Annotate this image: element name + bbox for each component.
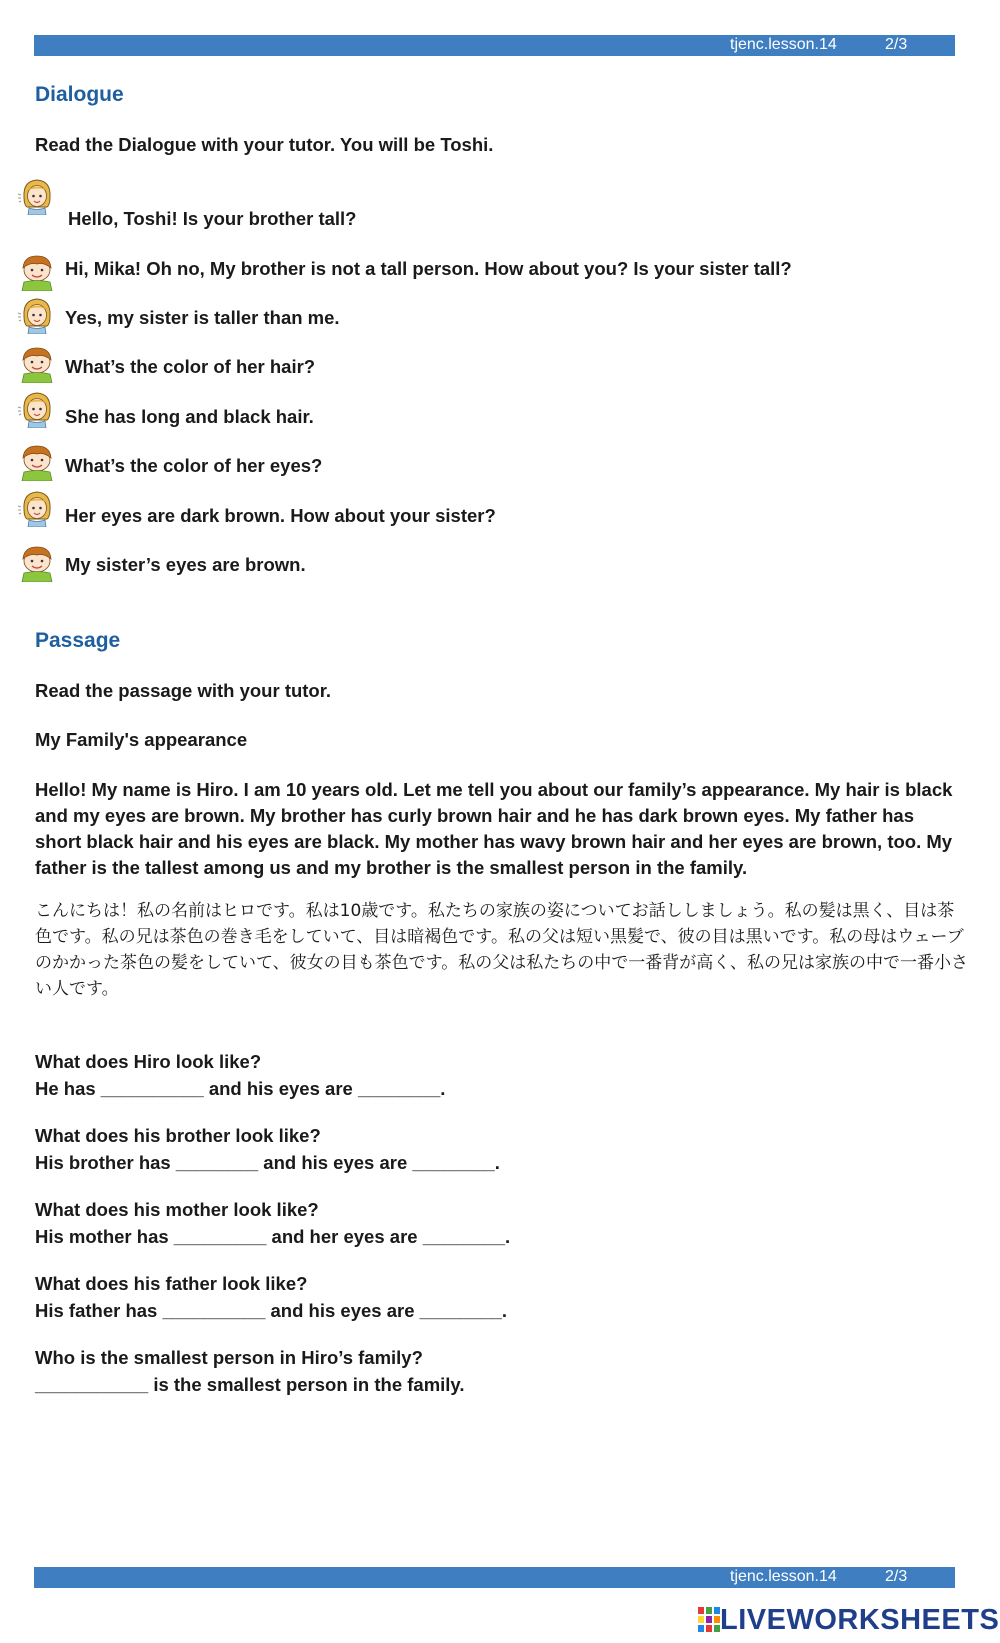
header-page-number: 2/3 (885, 36, 908, 53)
boy-avatar-icon (17, 251, 57, 291)
passage-heading: Passage (35, 629, 121, 652)
header-lesson-code: tjenc.lesson.14 (730, 36, 837, 53)
passage-text-japanese: こんにちは！私の名前はヒロです。私は10歳です。私たちの家族の姿についてお話ししましょう。私の髪は黒く、目は茶色です。私の兄は茶色の巻き毛をしていて、目は暗褐色です。私の父は短い黒髪で、彼の目は黒いです。私の母はウェーブのかかった茶色の髪をしていて、彼女の目も茶色です。私の父は私たちの中で一番背が高く、私の兄は家族の中で一番小さい人です。 (35, 901, 968, 999)
question-block (35, 1270, 507, 1324)
dialogue-line: Hello, Toshi! Is your brother tall? (68, 208, 357, 229)
question-text: Who is the smallest person in Hiro’s family? (35, 1347, 423, 1368)
header-bar (34, 35, 955, 56)
girl-avatar-icon (17, 388, 57, 428)
dialogue-line: She has long and black hair. (65, 406, 314, 427)
dialogue-line: What’s the color of her hair? (65, 356, 316, 377)
question-block (35, 1344, 464, 1398)
footer-bar (34, 1567, 955, 1588)
question-text: What does his father look like? (35, 1273, 308, 1294)
dialogue-line: Yes, my sister is taller than me. (65, 307, 340, 328)
liveworksheets-logo (698, 1603, 999, 1637)
question-text: What does his mother look like? (35, 1199, 319, 1220)
boy-avatar-icon (17, 343, 57, 383)
boy-avatar-icon (17, 441, 57, 481)
answer-line[interactable]: He has __________ and his eyes are ________. (35, 1078, 446, 1099)
question-block (35, 1196, 510, 1250)
dialogue-instruction: Read the Dialogue with your tutor. You will be Toshi. (35, 134, 494, 155)
dialogue-line: My sister’s eyes are brown. (65, 554, 306, 575)
question-text: What does his brother look like? (35, 1125, 321, 1146)
answer-line[interactable]: ___________ is the smallest person in the family. (35, 1374, 465, 1395)
question-block (35, 1048, 445, 1102)
answer-line[interactable]: His father has __________ and his eyes are ________. (35, 1300, 508, 1321)
passage-instruction: Read the passage with your tutor. (35, 680, 332, 701)
dialogue-line: Hi, Mika! Oh no, My brother is not a tall person. How about you? Is your sister tall? (65, 258, 792, 279)
footer-page-number: 2/3 (885, 1568, 908, 1585)
boy-avatar-icon (17, 542, 57, 582)
passage-title: My Family's appearance (35, 729, 248, 750)
dialogue-heading: Dialogue (35, 83, 124, 106)
footer-lesson-code: tjenc.lesson.14 (730, 1568, 837, 1585)
dialogue-line: Her eyes are dark brown. How about your sister? (65, 505, 496, 526)
liveworksheets-grid-icon (698, 1607, 720, 1633)
passage-text-english: Hello! My name is Hiro. I am 10 years old. Let me tell you about our family’s appearance. My hair is black and my eyes are brown. My brother has curly brown hair and he has dark brown eyes. My father has short black hair and his eyes are black. My mother has wavy brown hair and her eyes are brown, too. My father is the tallest among us and my brother is the smallest person in the family. (35, 779, 953, 878)
brand-name: LIVEWORKSHEETS (720, 1603, 1000, 1636)
dialogue-line: What’s the color of her eyes? (65, 455, 323, 476)
answer-line[interactable]: His mother has _________ and her eyes are ________. (35, 1226, 511, 1247)
question-block (35, 1122, 500, 1176)
girl-avatar-icon (17, 294, 57, 334)
girl-avatar-icon (17, 487, 57, 527)
answer-line[interactable]: His brother has ________ and his eyes are ________. (35, 1152, 500, 1173)
girl-avatar-icon (17, 175, 57, 215)
question-text: What does Hiro look like? (35, 1051, 262, 1072)
